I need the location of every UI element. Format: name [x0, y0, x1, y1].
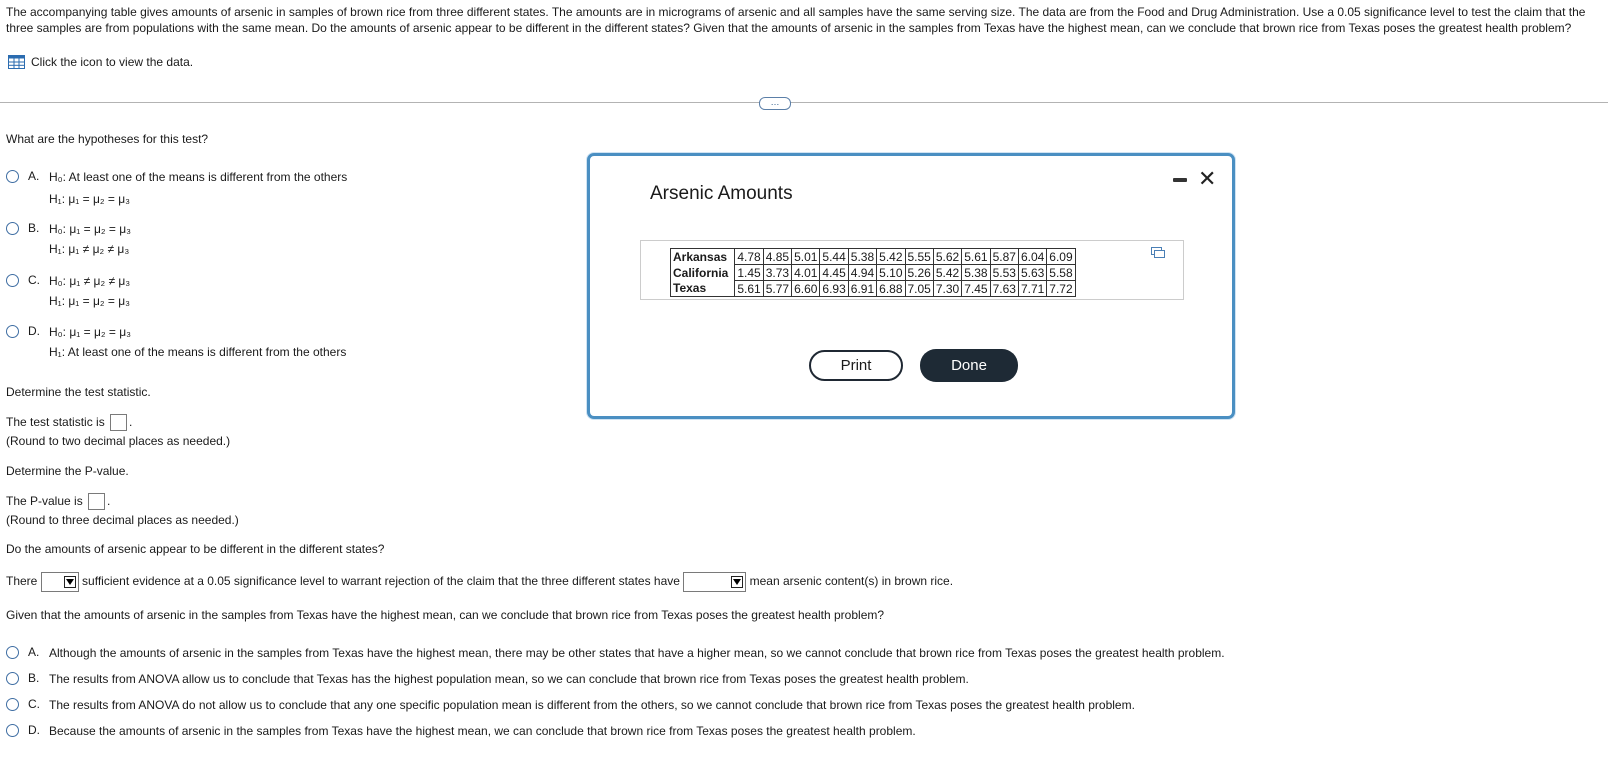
- radio-button[interactable]: [6, 170, 19, 183]
- table-cell: 5.87: [990, 249, 1018, 265]
- radio-button[interactable]: [6, 222, 19, 235]
- q2-prompt: Determine the test statistic.: [6, 385, 151, 399]
- p-value-row: [6, 493, 110, 510]
- null-hypothesis: H₀: At least one of the means is different from the others: [49, 170, 348, 184]
- q2-rounding-note: (Round to two decimal places as needed.): [6, 434, 231, 448]
- q5-option-d[interactable]: [6, 723, 916, 739]
- table-cell: 5.01: [792, 249, 820, 265]
- table-cell: 5.38: [848, 249, 876, 265]
- q3-rounding-note: (Round to three decimal places as needed.): [6, 513, 239, 527]
- table-cell: 5.61: [735, 281, 763, 297]
- minimize-icon[interactable]: [1173, 178, 1187, 182]
- table-cell: 5.10: [877, 265, 905, 281]
- q4-part2: sufficient evidence at a 0.05 significance level to warrant rejection of the claim that the three different states have: [82, 574, 680, 589]
- table-cell: 5.53: [990, 265, 1018, 281]
- q4-part1: There: [6, 574, 38, 589]
- option-text: Although the amounts of arsenic in the samples from Texas have the highest mean, there may be other states that have a higher mean, so we cannot conclude that brown rice from Texas poses the greatest health problem.: [49, 646, 1225, 660]
- table-cell: 1.45: [735, 265, 763, 281]
- table-cell: 5.44: [820, 249, 848, 265]
- dropdown-arrow-icon[interactable]: [731, 576, 743, 588]
- table-cell: 7.05: [905, 281, 933, 297]
- data-table-icon[interactable]: [8, 55, 25, 69]
- p-value-input[interactable]: [88, 493, 105, 510]
- test-statistic-label: The test statistic is: [6, 415, 105, 429]
- table-cell: 6.91: [848, 281, 876, 297]
- option-text: Because the amounts of arsenic in the samples from Texas have the highest mean, we can conclude that brown rice from Texas poses the greatest health problem.: [49, 724, 916, 738]
- null-hypothesis: H₀: μ₁ ≠ μ₂ ≠ μ₃: [49, 274, 131, 288]
- problem-statement: The accompanying table gives amounts of arsenic in samples of brown rice from three different states. The amounts are in micrograms of arsenic and all samples have the same serving size. The data are from the Food and Drug Administration. Use a 0.05 significance level to test the claim that the three samples are from populations with the same mean. Do the amounts of arsenic appear to be different in the different states? Given that the amounts of arsenic in the samples from Texas have the highest mean, can we conclude that brown rice from Texas poses the greatest health problem?: [6, 5, 1586, 35]
- table-cell: 6.60: [792, 281, 820, 297]
- option-letter: B.: [28, 221, 40, 235]
- dialog-title: Arsenic Amounts: [650, 183, 793, 204]
- q4-part3: mean arsenic content(s) in brown rice.: [749, 574, 954, 589]
- table-cell: 4.45: [820, 265, 848, 281]
- evidence-dropdown[interactable]: [41, 572, 79, 592]
- option-text: The results from ANOVA allow us to conclude that Texas has the highest population mean, so we can conclude that brown rice from Texas poses the greatest health problem.: [49, 672, 969, 686]
- q1-prompt: What are the hypotheses for this test?: [6, 132, 209, 146]
- test-statistic-input[interactable]: [110, 414, 127, 431]
- close-icon[interactable]: ✕: [1198, 166, 1217, 191]
- radio-button[interactable]: [6, 672, 19, 685]
- section-divider: [0, 102, 1608, 103]
- period: .: [129, 415, 133, 429]
- p-value-label: The P-value is: [6, 494, 83, 508]
- option-letter: C.: [28, 697, 40, 711]
- option-letter: A.: [28, 645, 40, 659]
- table-cell: 7.45: [962, 281, 990, 297]
- dropdown-arrow-icon[interactable]: [64, 576, 76, 588]
- q1-option-c[interactable]: [6, 273, 130, 309]
- expand-button[interactable]: …: [759, 97, 791, 110]
- print-button[interactable]: Print: [809, 350, 903, 381]
- copy-to-clipboard-icon[interactable]: [1151, 247, 1165, 258]
- table-row: [671, 265, 1076, 281]
- q5-option-b[interactable]: [6, 671, 969, 687]
- option-letter: C.: [28, 273, 40, 287]
- q4-sentence: [6, 572, 953, 592]
- null-hypothesis: H₀: μ₁ = μ₂ = μ₃: [49, 222, 132, 236]
- q1-option-a[interactable]: [6, 169, 347, 207]
- table-cell: 4.01: [792, 265, 820, 281]
- state-name: Arkansas: [671, 249, 735, 265]
- table-cell: 6.09: [1047, 249, 1075, 265]
- table-cell: 5.26: [905, 265, 933, 281]
- table-cell: 3.73: [763, 265, 791, 281]
- option-letter: D.: [28, 723, 40, 737]
- table-row: [671, 249, 1076, 265]
- radio-button[interactable]: [6, 698, 19, 711]
- table-cell: 5.77: [763, 281, 791, 297]
- table-cell: 4.85: [763, 249, 791, 265]
- table-row: [671, 281, 1076, 297]
- q5-option-c[interactable]: [6, 697, 1135, 713]
- q5-option-a[interactable]: [6, 645, 1225, 661]
- table-cell: 5.61: [962, 249, 990, 265]
- table-cell: 7.72: [1047, 281, 1075, 297]
- table-cell: 6.04: [1018, 249, 1046, 265]
- table-cell: 5.55: [905, 249, 933, 265]
- table-cell: 7.30: [933, 281, 961, 297]
- done-button[interactable]: Done: [920, 349, 1018, 382]
- alt-hypothesis: H₁: μ₁ = μ₂ = μ₃: [49, 192, 131, 206]
- period: .: [107, 494, 111, 508]
- option-letter: B.: [28, 671, 40, 685]
- table-cell: 5.62: [933, 249, 961, 265]
- null-hypothesis: H₀: μ₁ = μ₂ = μ₃: [49, 325, 132, 339]
- q5-prompt: Given that the amounts of arsenic in the samples from Texas have the highest mean, can we conclude that brown rice from Texas poses the greatest health problem?: [6, 608, 885, 622]
- table-cell: 5.38: [962, 265, 990, 281]
- radio-button[interactable]: [6, 325, 19, 338]
- table-cell: 4.78: [735, 249, 763, 265]
- alt-hypothesis: H₁: μ₁ ≠ μ₂ ≠ μ₃: [49, 242, 130, 256]
- radio-button[interactable]: [6, 646, 19, 659]
- arsenic-table: [670, 248, 1076, 297]
- q1-option-b[interactable]: [6, 221, 131, 257]
- table-cell: 4.94: [848, 265, 876, 281]
- option-letter: D.: [28, 324, 40, 338]
- data-table-container: [640, 240, 1184, 300]
- alt-hypothesis: H₁: At least one of the means is different from the others: [49, 345, 347, 359]
- q1-option-d[interactable]: [6, 324, 346, 360]
- table-cell: 6.88: [877, 281, 905, 297]
- mean-dropdown[interactable]: [683, 572, 746, 592]
- option-text: The results from ANOVA do not allow us to conclude that any one specific population mean is different from the others, so we cannot conclude that brown rice from Texas poses the greatest health problem.: [49, 698, 1135, 712]
- table-cell: 7.71: [1018, 281, 1046, 297]
- alt-hypothesis: H₁: μ₁ = μ₂ = μ₃: [49, 294, 131, 308]
- q4-prompt: Do the amounts of arsenic appear to be different in the different states?: [6, 542, 385, 556]
- data-dialog: [587, 153, 1235, 419]
- table-cell: 5.42: [933, 265, 961, 281]
- q3-prompt: Determine the P-value.: [6, 464, 129, 478]
- test-statistic-row: [6, 414, 132, 431]
- view-data-link[interactable]: [8, 55, 193, 69]
- option-letter: A.: [28, 169, 40, 183]
- state-name: California: [671, 265, 735, 281]
- radio-button[interactable]: [6, 274, 19, 287]
- view-data-label[interactable]: Click the icon to view the data.: [31, 55, 194, 69]
- table-cell: 5.58: [1047, 265, 1075, 281]
- table-cell: 5.63: [1018, 265, 1046, 281]
- table-cell: 7.63: [990, 281, 1018, 297]
- state-name: Texas: [671, 281, 735, 297]
- table-cell: 6.93: [820, 281, 848, 297]
- radio-button[interactable]: [6, 724, 19, 737]
- table-cell: 5.42: [877, 249, 905, 265]
